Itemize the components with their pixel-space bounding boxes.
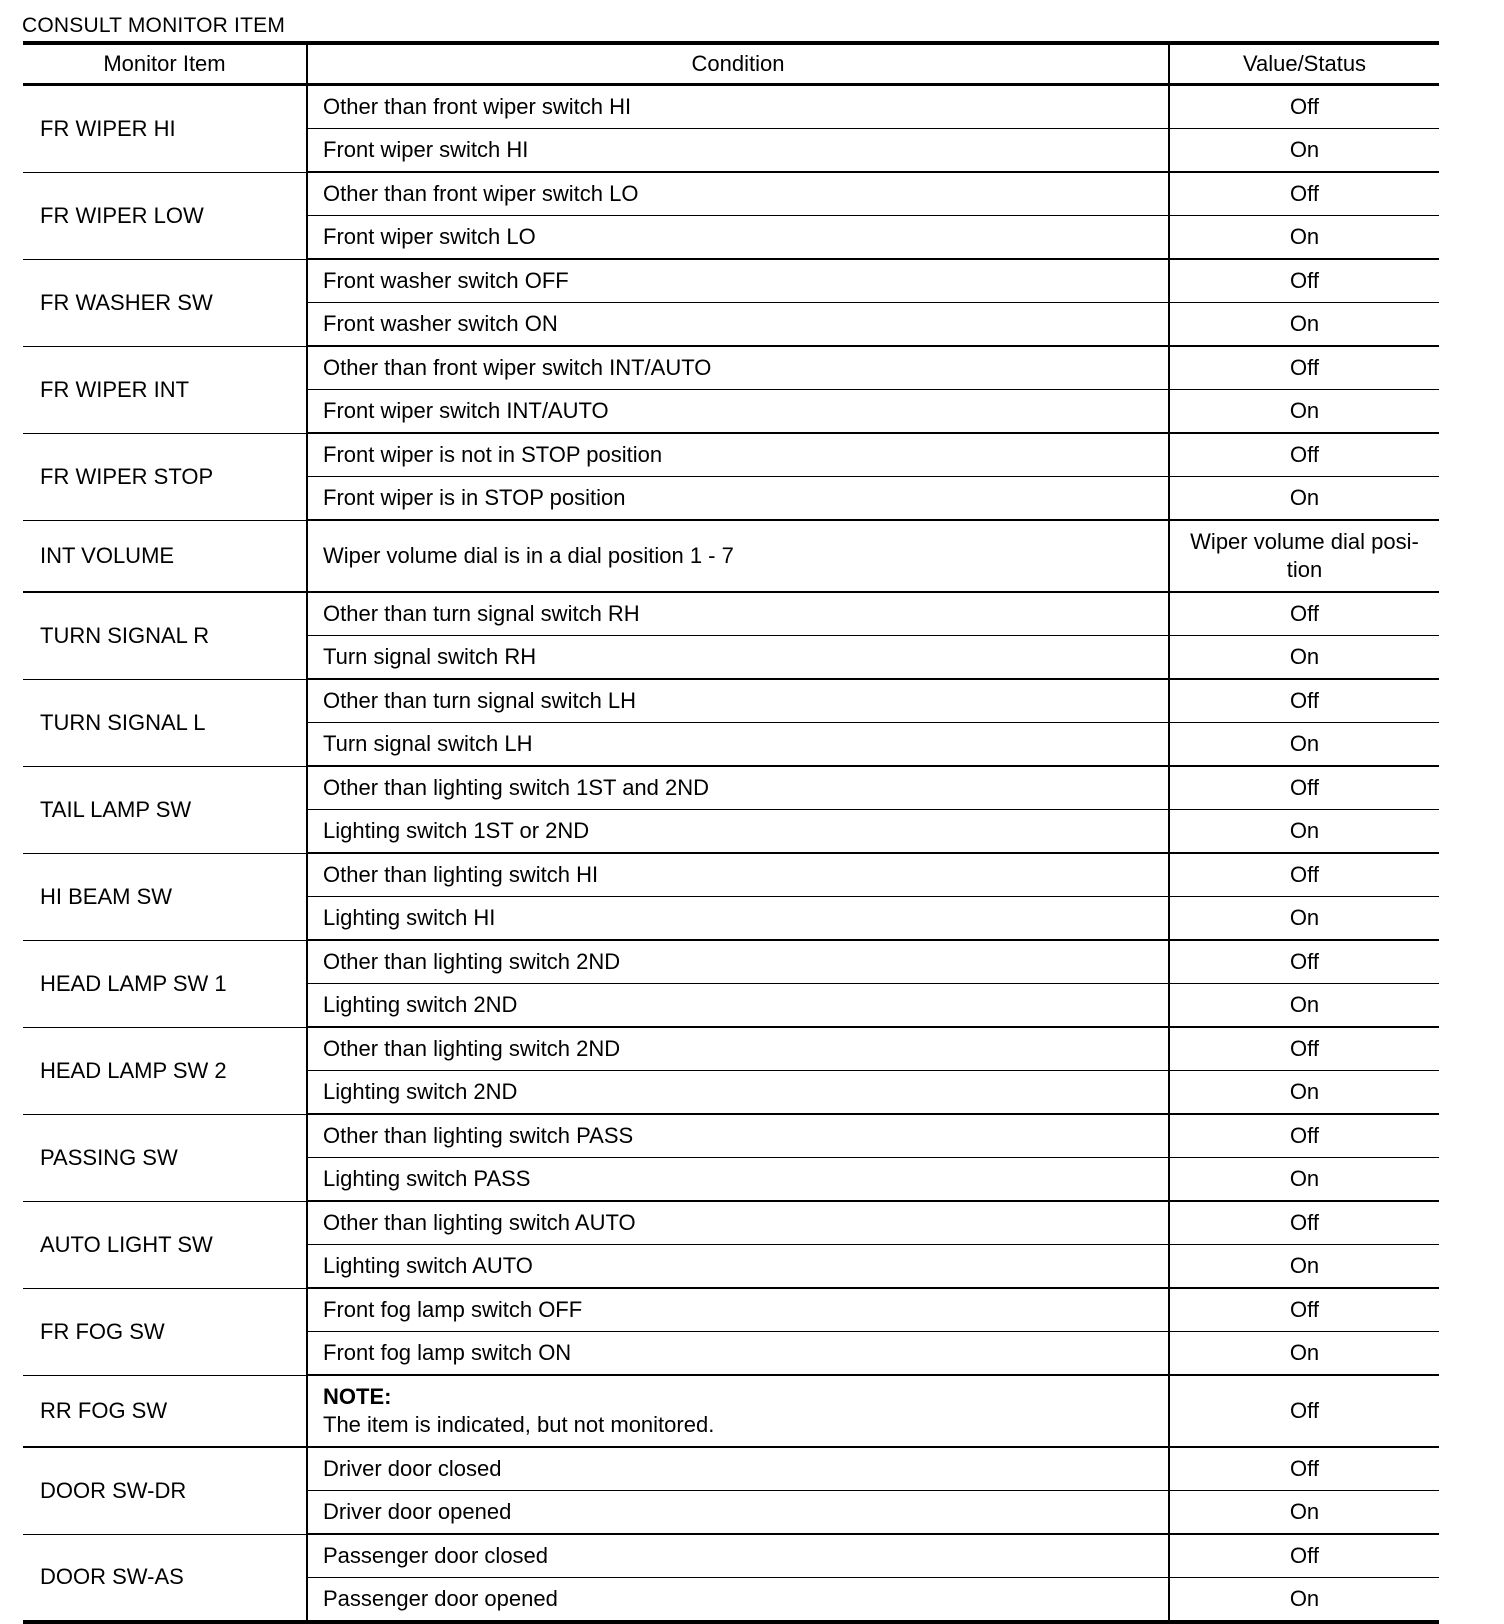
value-status-text: On	[1289, 905, 1320, 930]
table-row	[23, 592, 1439, 636]
value-status-text: On	[1289, 311, 1320, 336]
table-row	[23, 853, 1439, 897]
section-title: CONSULT MONITOR ITEM	[22, 14, 286, 37]
value-status-text: Off	[1290, 94, 1319, 119]
header-row	[23, 43, 1439, 85]
value-status-cell	[1169, 1578, 1439, 1623]
note-label: NOTE:	[323, 1384, 392, 1409]
monitor-item-cell: HEAD LAMP SW 1	[23, 940, 307, 1027]
value-status-text: Off	[1290, 1210, 1319, 1235]
value-status-text: Off	[1290, 442, 1319, 467]
value-status-text: On	[1289, 224, 1320, 249]
value-status-cell	[1169, 390, 1439, 434]
monitor-item-cell: FR WIPER STOP	[23, 433, 307, 520]
value-status-text: On	[1289, 644, 1320, 669]
monitor-item-cell: FR WASHER SW	[23, 259, 307, 346]
value-status-text: Off	[1290, 775, 1319, 800]
value-status-text: On	[1289, 485, 1320, 510]
value-status-text: Off	[1290, 1297, 1319, 1322]
monitor-item-cell: FR WIPER LOW	[23, 172, 307, 259]
condition-cell: Lighting switch 1ST or 2ND	[307, 810, 1169, 854]
value-status-cell	[1169, 259, 1439, 303]
value-status-cell	[1169, 853, 1439, 897]
value-status-text: Off	[1290, 355, 1319, 380]
value-status-cell	[1169, 1071, 1439, 1115]
value-status-cell	[1169, 1245, 1439, 1289]
value-status-text: Off	[1290, 268, 1319, 293]
value-status-cell	[1169, 940, 1439, 984]
condition-cell: Front fog lamp switch ON	[307, 1332, 1169, 1376]
value-status-text: On	[1289, 1586, 1320, 1611]
value-status-cell	[1169, 1288, 1439, 1332]
value-status-text: On	[1289, 1340, 1320, 1365]
monitor-item-cell: TURN SIGNAL L	[23, 679, 307, 766]
value-status-text: Off	[1290, 688, 1319, 713]
value-status-cell	[1169, 810, 1439, 854]
monitor-item-cell: DOOR SW-DR	[23, 1447, 307, 1534]
monitor-item-cell: TURN SIGNAL R	[23, 592, 307, 679]
value-status-text: On	[1289, 1499, 1320, 1524]
monitor-item-cell: AUTO LIGHT SW	[23, 1201, 307, 1288]
monitor-item-cell: RR FOG SW	[23, 1375, 307, 1447]
value-status-text: Off	[1290, 1456, 1319, 1481]
note-text: The item is indicated, but not monitored.	[323, 1412, 715, 1437]
value-status-cell	[1169, 723, 1439, 767]
condition-cell: Driver door opened	[307, 1491, 1169, 1535]
table-row	[23, 346, 1439, 390]
table-body	[23, 85, 1439, 1623]
value-status-cell	[1169, 1114, 1439, 1158]
condition-cell: Passenger door opened	[307, 1578, 1169, 1623]
table-row	[23, 766, 1439, 810]
value-status-cell	[1169, 679, 1439, 723]
monitor-item-cell: DOOR SW-AS	[23, 1534, 307, 1622]
value-status-cell	[1169, 1201, 1439, 1245]
condition-cell: Other than lighting switch HI	[307, 853, 1169, 897]
table-row	[23, 520, 1439, 592]
value-status-cell	[1169, 1332, 1439, 1376]
value-status-text: Off	[1290, 1543, 1319, 1568]
value-status-cell	[1169, 1534, 1439, 1578]
value-status-cell	[1169, 520, 1439, 592]
value-status-cell	[1169, 1447, 1439, 1491]
monitor-item-cell: FR WIPER HI	[23, 85, 307, 173]
value-status-cell	[1169, 216, 1439, 260]
condition-cell: Driver door closed	[307, 1447, 1169, 1491]
condition-cell: Other than front wiper switch LO	[307, 172, 1169, 216]
value-status-cell	[1169, 1491, 1439, 1535]
condition-cell: Lighting switch 2ND	[307, 1071, 1169, 1115]
value-status-text: On	[1289, 1079, 1320, 1104]
value-status-cell	[1169, 172, 1439, 216]
value-status-cell	[1169, 1375, 1439, 1447]
table-row	[23, 172, 1439, 216]
table-row	[23, 1027, 1439, 1071]
monitor-item-cell: INT VOLUME	[23, 520, 307, 592]
condition-cell: Front wiper is in STOP position	[307, 477, 1169, 521]
condition-cell: Other than lighting switch 2ND	[307, 1027, 1169, 1071]
value-status-text: Off	[1290, 601, 1319, 626]
condition-cell: Other than lighting switch 2ND	[307, 940, 1169, 984]
consult-monitor-table	[23, 41, 1439, 1624]
condition-cell: Wiper volume dial is in a dial position 1 - 7	[307, 520, 1169, 592]
table-row	[23, 1201, 1439, 1245]
condition-cell: Front wiper switch INT/AUTO	[307, 390, 1169, 434]
value-status-text: On	[1289, 398, 1320, 423]
condition-cell: Passenger door closed	[307, 1534, 1169, 1578]
table-row	[23, 85, 1439, 129]
value-status-cell	[1169, 1158, 1439, 1202]
condition-cell: Lighting switch HI	[307, 897, 1169, 941]
value-status-cell	[1169, 897, 1439, 941]
condition-cell: Front wiper is not in STOP position	[307, 433, 1169, 477]
value-status-text: Off	[1290, 949, 1319, 974]
table-row	[23, 940, 1439, 984]
value-status-cell	[1169, 766, 1439, 810]
condition-cell: Other than turn signal switch LH	[307, 679, 1169, 723]
condition-cell: Front washer switch ON	[307, 303, 1169, 347]
header-value-status: Value/Status	[1169, 43, 1439, 85]
monitor-item-cell: PASSING SW	[23, 1114, 307, 1201]
value-status-cell	[1169, 129, 1439, 173]
table-row	[23, 1447, 1439, 1491]
condition-cell: Turn signal switch RH	[307, 636, 1169, 680]
condition-cell: Other than lighting switch AUTO	[307, 1201, 1169, 1245]
table-row	[23, 1288, 1439, 1332]
value-status-text: Off	[1290, 1123, 1319, 1148]
condition-cell	[307, 1375, 1169, 1447]
value-status-text: Off	[1290, 181, 1319, 206]
monitor-item-cell: HI BEAM SW	[23, 853, 307, 940]
value-status-cell	[1169, 592, 1439, 636]
table-row	[23, 1375, 1439, 1447]
monitor-item-cell: FR WIPER INT	[23, 346, 307, 433]
value-status-text: On	[1289, 818, 1320, 843]
table-row	[23, 679, 1439, 723]
value-status-text: Off	[1290, 1398, 1319, 1423]
condition-cell: Other than lighting switch PASS	[307, 1114, 1169, 1158]
table-row	[23, 1114, 1439, 1158]
value-status-text: On	[1289, 731, 1320, 756]
table-row	[23, 259, 1439, 303]
monitor-item-cell: HEAD LAMP SW 2	[23, 1027, 307, 1114]
value-status-text: On	[1289, 1253, 1320, 1278]
value-status-cell	[1169, 85, 1439, 129]
condition-cell: Lighting switch PASS	[307, 1158, 1169, 1202]
condition-cell: Other than turn signal switch RH	[307, 592, 1169, 636]
monitor-item-cell: TAIL LAMP SW	[23, 766, 307, 853]
condition-cell: Lighting switch AUTO	[307, 1245, 1169, 1289]
value-status-text: On	[1289, 1166, 1320, 1191]
value-status-cell	[1169, 1027, 1439, 1071]
table-row	[23, 433, 1439, 477]
condition-cell: Lighting switch 2ND	[307, 984, 1169, 1028]
value-status-cell	[1169, 433, 1439, 477]
monitor-item-cell: FR FOG SW	[23, 1288, 307, 1375]
value-status-text: Wiper volume dial posi-tion	[1190, 529, 1419, 582]
value-status-text: On	[1289, 137, 1320, 162]
value-status-cell	[1169, 303, 1439, 347]
value-status-cell	[1169, 346, 1439, 390]
table-row	[23, 1534, 1439, 1578]
value-status-cell	[1169, 984, 1439, 1028]
condition-cell: Other than front wiper switch INT/AUTO	[307, 346, 1169, 390]
condition-cell: Front washer switch OFF	[307, 259, 1169, 303]
value-status-text: On	[1289, 992, 1320, 1017]
value-status-text: Off	[1290, 1036, 1319, 1061]
header-condition: Condition	[307, 43, 1169, 85]
condition-cell: Other than lighting switch 1ST and 2ND	[307, 766, 1169, 810]
condition-cell: Turn signal switch LH	[307, 723, 1169, 767]
condition-cell: Front fog lamp switch OFF	[307, 1288, 1169, 1332]
header-monitor-item: Monitor Item	[23, 43, 307, 85]
condition-cell: Front wiper switch HI	[307, 129, 1169, 173]
condition-cell: Other than front wiper switch HI	[307, 85, 1169, 129]
value-status-cell	[1169, 477, 1439, 521]
condition-cell: Front wiper switch LO	[307, 216, 1169, 260]
value-status-text: Off	[1290, 862, 1319, 887]
value-status-cell	[1169, 636, 1439, 680]
